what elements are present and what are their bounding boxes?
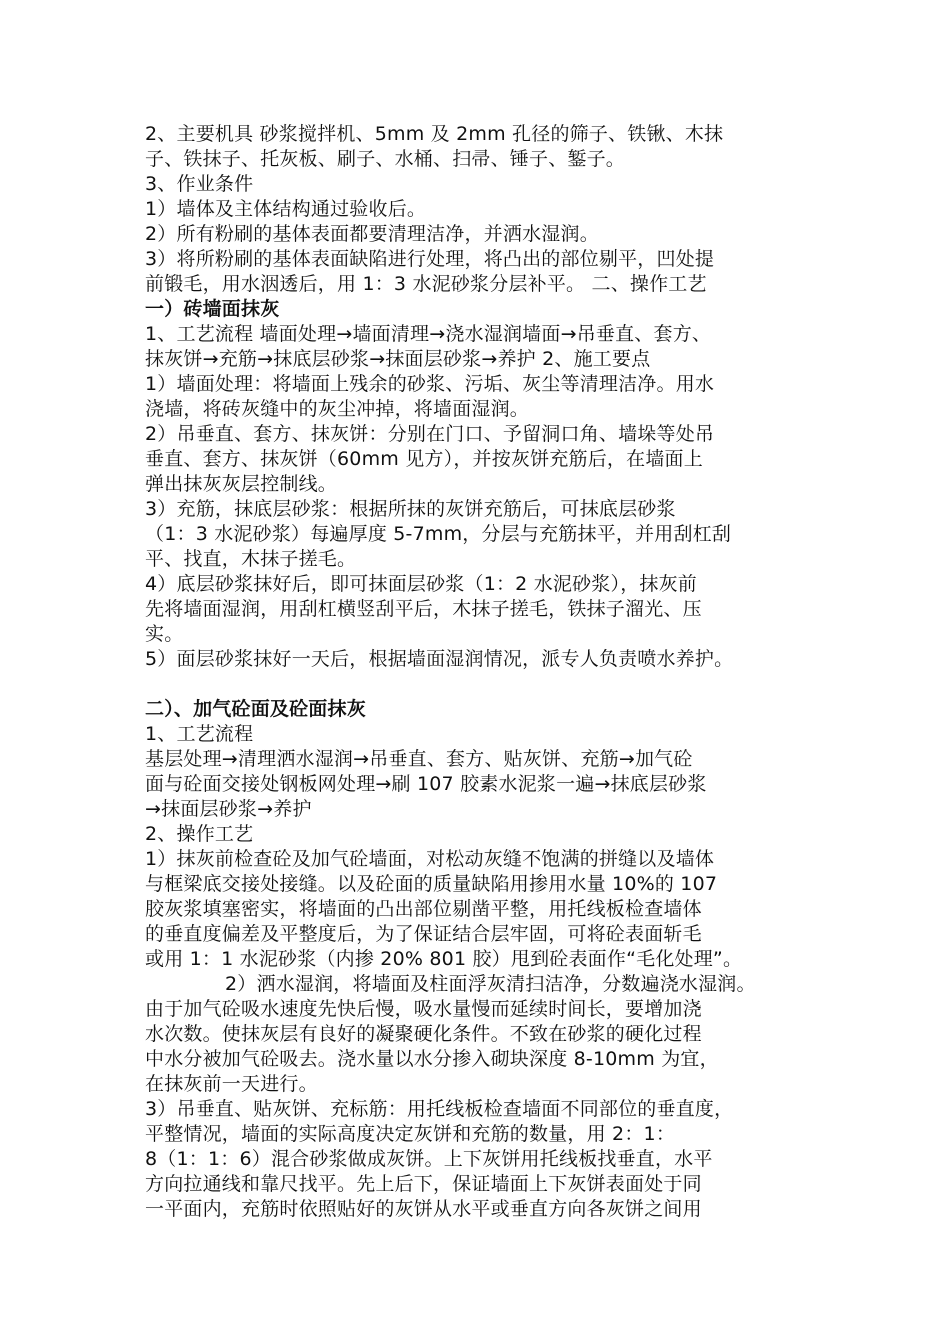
text-line: 5）面层砂浆抹好一天后，根据墙面湿润情况，派专人负责喷水养护。 <box>145 648 734 670</box>
text-line: 2）吊垂直、套方、抹灰饼：分别在门口、予留洞口角、墙垛等处吊 <box>145 423 715 445</box>
text-line: 3）将所粉刷的基体表面缺陷进行处理，将凸出的部位剔平，凹处提 <box>145 248 715 270</box>
text-line: 抹灰饼→充筋→抹底层砂浆→抹面层砂浆→养护 2、施工要点 <box>145 348 651 370</box>
text-line: 实。 <box>145 623 184 645</box>
text-line: 浇墙，将砖灰缝中的灰尘冲掉，将墙面湿润。 <box>145 398 530 420</box>
text-line: 平整情况，墙面的实际高度决定灰饼和充筋的数量，用 2：1： <box>145 1123 676 1145</box>
text-line: 1、工艺流程 <box>145 723 254 745</box>
section-heading: 一）砖墙面抹灰 <box>145 298 280 320</box>
text-line: 弹出抹灰灰层控制线。 <box>145 473 338 495</box>
text-line: 子、铁抹子、托灰板、刷子、水桶、扫帚、锤子、錾子。 <box>145 148 626 170</box>
text-line: 8（1：1：6）混合砂浆做成灰饼。上下灰饼用托线板找垂直，水平 <box>145 1148 713 1170</box>
text-line: 4）底层砂浆抹好后，即可抹面层砂浆（1：2 水泥砂浆），抹灰前 <box>145 573 698 595</box>
text-line: 1）墙面处理：将墙面上残余的砂浆、污垢、灰尘等清理洁净。用水 <box>145 373 715 395</box>
text-line: 与框梁底交接处接缝。以及砼面的质量缺陷用掺用水量 10%的 107 <box>145 873 718 895</box>
text-line: 水次数。使抹灰层有良好的凝聚硬化条件。不致在砂浆的硬化过程 <box>145 1023 702 1045</box>
text-line: →抹面层砂浆→养护 <box>145 798 312 820</box>
text-line: 1）抹灰前检查砼及加气砼墙面，对松动灰缝不饱满的拼缝以及墙体 <box>145 848 715 870</box>
text-line: （1：3 水泥砂浆）每遍厚度 5-7mm，分层与充筋抹平，并用刮杠刮 <box>145 523 732 545</box>
text-line: 前锻毛，用水洇透后，用 1：3 水泥砂浆分层补平。 二、操作工艺 <box>145 273 707 295</box>
text-line: 2、主要机具 砂浆搅拌机、5mm 及 2mm 孔径的筛子、铁锹、木抹 <box>145 123 724 145</box>
text-line: 3）吊垂直、贴灰饼、充标筋：用托线板检查墙面不同部位的垂直度， <box>145 1098 734 1120</box>
text-line: 面与砼面交接处钢板网处理→刷 107 胶素水泥浆一遍→抹底层砂浆 <box>145 773 707 795</box>
text-line: 垂直、套方、抹灰饼（60mm 见方），并按灰饼充筋后，在墙面上 <box>145 448 703 470</box>
section-heading: 二）、加气砼面及砼面抹灰 <box>145 698 366 720</box>
text-line: 平、找直，木抹子搓毛。 <box>145 548 357 570</box>
text-line: 中水分被加气砼吸去。浇水量以水分掺入砌块深度 8-10mm 为宜， <box>145 1048 719 1070</box>
text-line: 2）洒水湿润，将墙面及柱面浮灰清扫洁净，分数遍浇水湿润。 <box>225 973 756 995</box>
blank-line <box>145 672 825 697</box>
text-line: 的垂直度偏差及平整度后，为了保证结合层牢固，可将砼表面斩毛 <box>145 923 702 945</box>
text-line: 2、操作工艺 <box>145 823 254 845</box>
text-line: 由于加气砼吸水速度先快后慢，吸水量慢而延续时间长，要增加浇 <box>145 998 702 1020</box>
text-line: 1）墙体及主体结构通过验收后。 <box>145 198 427 220</box>
text-line: 基层处理→清理洒水湿润→吊垂直、套方、贴灰饼、充筋→加气砼 <box>145 748 693 770</box>
text-line: 3、作业条件 <box>145 173 254 195</box>
document-body <box>145 122 825 1222</box>
text-line: 1、工艺流程 墙面处理→墙面清理→浇水湿润墙面→吊垂直、套方、 <box>145 323 712 345</box>
text-line: 3）充筋，抹底层砂浆：根据所抹的灰饼充筋后，可抹底层砂浆 <box>145 498 676 520</box>
text-line: 或用 1：1 水泥砂浆（内掺 20% 801 胶）甩到砼表面作“毛化处理”。 <box>145 948 743 970</box>
text-line: 先将墙面湿润，用刮杠横竖刮平后，木抹子搓毛，铁抹子溜光、压 <box>145 598 702 620</box>
text-line: 胶灰浆填塞密实，将墙面的凸出部位剔凿平整，用托线板检查墙体 <box>145 898 702 920</box>
text-line: 一平面内，充筋时依照贴好的灰饼从水平或垂直方向各灰饼之间用 <box>145 1198 702 1220</box>
text-line: 2）所有粉刷的基体表面都要清理洁净，并洒水湿润。 <box>145 223 599 245</box>
text-line: 方向拉通线和靠尺找平。先上后下，保证墙面上下灰饼表面处于同 <box>145 1173 702 1195</box>
text-line: 在抹灰前一天进行。 <box>145 1073 318 1095</box>
